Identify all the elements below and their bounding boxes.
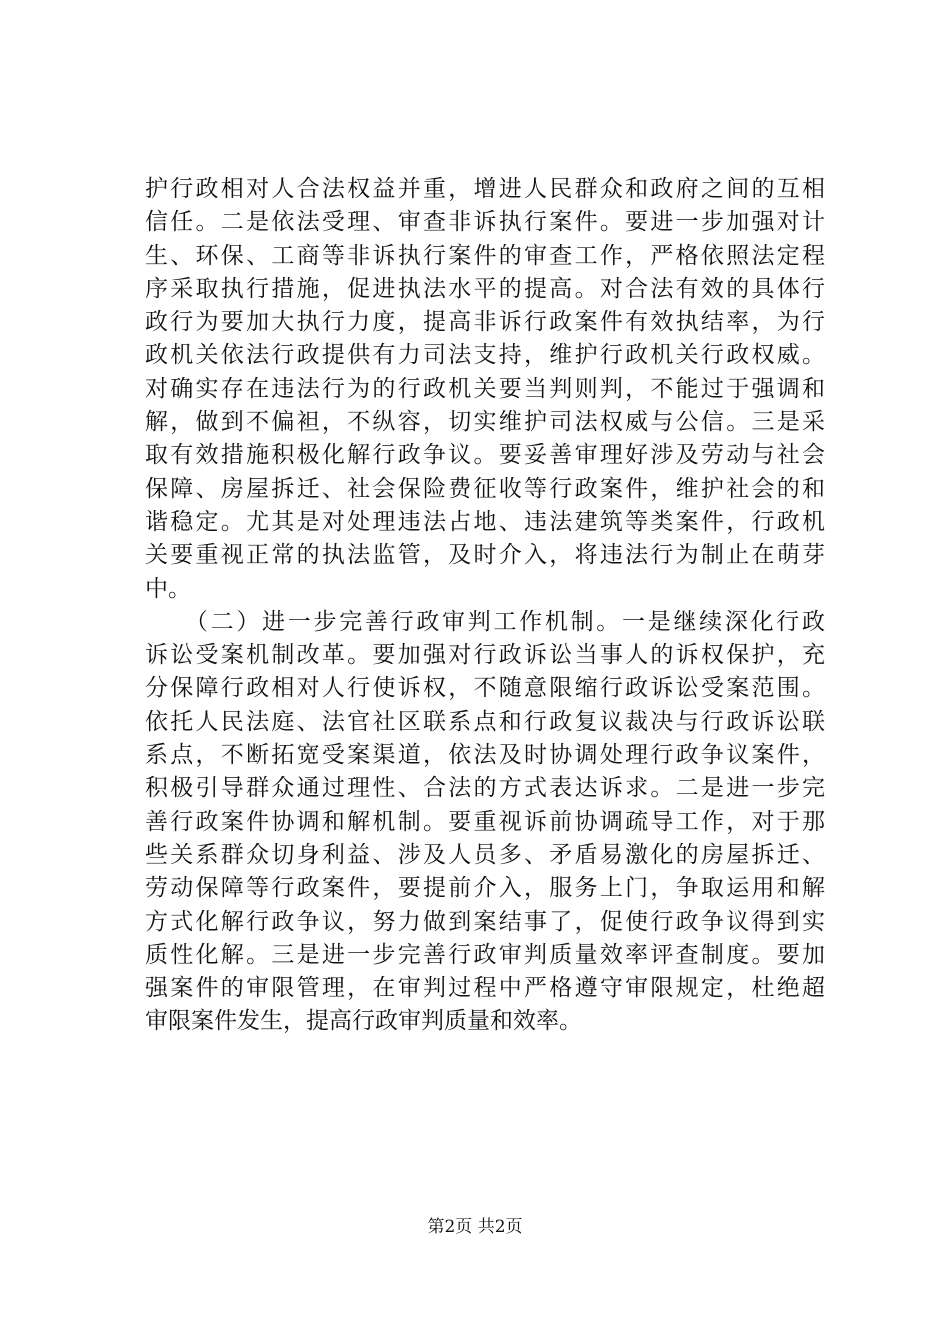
page-footer — [0, 1216, 950, 1238]
text-line: 劳动保障等行政案件，要提前介入，服务上门，争取运用和解 — [145, 875, 825, 902]
text-line: 对确实存在违法行为的行政机关要当判则判，不能过于强调和 — [145, 375, 825, 402]
text-line: 信任。二是依法受理、审查非诉执行案件。要进一步加强对计 — [145, 209, 825, 236]
text-line: 护行政相对人合法权益并重，增进人民群众和政府之间的互相 — [145, 176, 825, 202]
text-line: 政机关依法行政提供有力司法支持，维护行政机关行政权威。 — [145, 342, 825, 369]
text-line: 谐稳定。尤其是对处理违法占地、违法建筑等类案件，行政机 — [145, 508, 825, 535]
text-line: 强案件的审限管理，在审判过程中严格遵守审限规定，杜绝超 — [145, 975, 825, 1002]
text-line: 保障、房屋拆迁、社会保险费征收等行政案件，维护社会的和 — [145, 475, 825, 502]
text-line: 审限案件发生，提高行政审判质量和效率。 — [145, 1008, 582, 1035]
text-line: 质性化解。三是进一步完善行政审判质量效率评查制度。要加 — [145, 941, 825, 968]
text-line: 取有效措施积极化解行政争议。要妥善审理好涉及劳动与社会 — [145, 442, 825, 469]
text-line: （二）进一步完善行政审判工作机制。一是继续深化行政 — [145, 608, 825, 635]
text-line: 中。 — [145, 575, 191, 602]
text-line: 生、环保、工商等非诉执行案件的审查工作，严格依照法定程 — [145, 242, 825, 269]
text-line: 积极引导群众通过理性、合法的方式表达诉求。二是进一步完 — [145, 775, 825, 802]
page-number: 第2页 共2页 — [427, 1217, 523, 1237]
text-line: 系点，不断拓宽受案渠道，依法及时协调处理行政争议案件， — [145, 742, 825, 769]
text-line: 分保障行政相对人行使诉权，不随意限缩行政诉讼受案范围。 — [145, 675, 825, 702]
text-line: 些关系群众切身利益、涉及人员多、矛盾易激化的房屋拆迁、 — [145, 841, 825, 868]
text-line: 关要重视正常的执法监管，及时介入，将违法行为制止在萌芽 — [145, 542, 825, 569]
text-line: 序采取执行措施，促进执法水平的提高。对合法有效的具体行 — [145, 275, 825, 302]
text-line: 方式化解行政争议，努力做到案结事了，促使行政争议得到实 — [145, 908, 825, 935]
text-line: 政行为要加大执行力度，提高非诉行政案件有效执结率，为行 — [145, 309, 825, 336]
text-line: 依托人民法庭、法官社区联系点和行政复议裁决与行政诉讼联 — [145, 708, 825, 735]
text-line: 诉讼受案机制改革。要加强对行政诉讼当事人的诉权保护，充 — [145, 642, 825, 669]
body-text — [145, 173, 825, 1039]
text-line: 解，做到不偏袒，不纵容，切实维护司法权威与公信。三是采 — [145, 409, 825, 436]
text-line: 善行政案件协调和解机制。要重视诉前协调疏导工作，对于那 — [145, 808, 825, 835]
